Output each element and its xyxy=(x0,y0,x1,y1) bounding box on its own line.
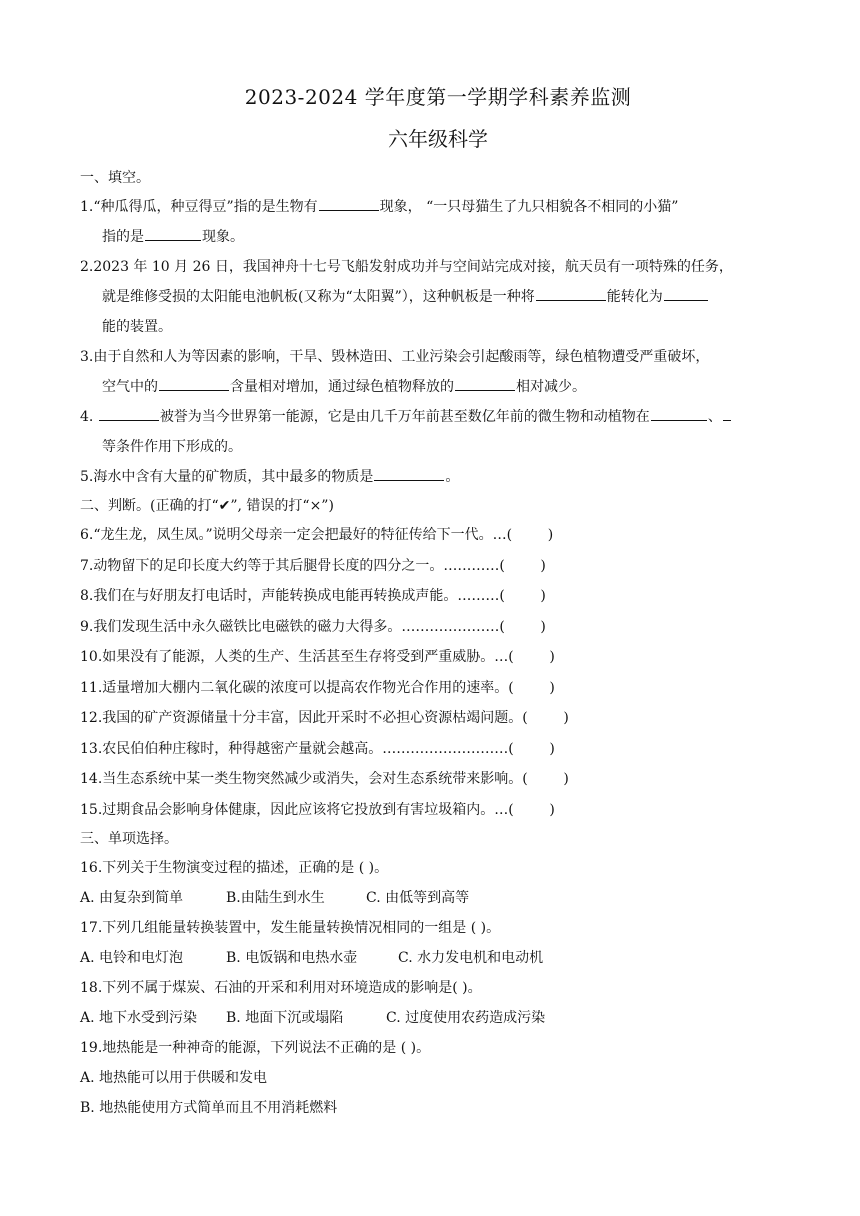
answer-parentheses[interactable]: ( ) xyxy=(508,679,555,696)
judge-question-6 xyxy=(80,520,796,551)
fill-question-5 xyxy=(80,462,796,492)
answer-blank[interactable] xyxy=(664,284,708,301)
question-text: 5.海水中含有大量的矿物质，其中最多的物质是 xyxy=(80,469,374,485)
question-line xyxy=(80,432,796,462)
answer-parentheses[interactable]: ( ) xyxy=(508,649,555,665)
question-text: 6.“龙生龙，凤生凤。”说明父母亲一定会把最好的特征传给下一代。… xyxy=(80,527,507,543)
answer-blank[interactable] xyxy=(651,404,707,421)
question-text: 12.我国的矿产资源储量十分丰富，因此开采时不必担心资源枯竭问题。 xyxy=(80,710,523,726)
question-text: 13.农民伯伯种庄稼时，种得越密产量就会越高。……………………… xyxy=(80,740,509,757)
judge-question-7 xyxy=(80,551,796,582)
judge-question-10 xyxy=(80,642,796,673)
answer-parentheses[interactable]: ( ) xyxy=(499,557,546,574)
question-text: 能的装置。 xyxy=(102,319,172,335)
question-text: 相对减少。 xyxy=(516,379,586,395)
page-subtitle: 六年级科学 xyxy=(388,127,488,151)
choice-question-16-stem: 16.下列关于生物演变过程的描述，正确的是 ( )。 xyxy=(80,860,389,876)
section-choice-heading: 三、单项选择。 xyxy=(80,831,178,847)
judge-question-11 xyxy=(80,673,796,704)
option-c[interactable]: C. 过度使用农药造成污染 xyxy=(386,1010,546,1026)
question-text: 含量相对增加，通过绿色植物释放的 xyxy=(230,379,454,395)
question-text: 空气中的 xyxy=(102,379,158,395)
section-fill-heading: 一、填空。 xyxy=(80,170,150,186)
question-text: 2.2023 年 10 月 26 日，我国神舟十七号飞船发射成功并与空间站完成对接，航天员有一项特殊的任务， xyxy=(80,259,733,275)
choice-question-18-stem: 18.下列不属于煤炭、石油的开采和利用对环境造成的影响是( )。 xyxy=(80,980,482,996)
answer-parentheses[interactable]: ( ) xyxy=(499,588,546,604)
option-a[interactable]: A. 电铃和电灯泡 xyxy=(80,950,184,966)
question-text: 能转化为 xyxy=(606,289,663,305)
question-text: 14.当生态系统中某一类生物突然减少或消失，会对生态系统带来影响。 xyxy=(80,771,523,787)
judge-question-12 xyxy=(80,703,796,734)
judge-question-9 xyxy=(80,612,796,643)
question-text: 11.适量增加大棚内二氧化碳的浓度可以提高农作物光合作用的速率。 xyxy=(80,679,509,696)
question-line xyxy=(80,222,796,252)
answer-parentheses[interactable]: ( ) xyxy=(522,710,569,726)
judge-question-8 xyxy=(80,581,796,612)
choice-question-17-stem: 17.下列几组能量转换装置中，发生能量转换情况相同的一组是 ( )。 xyxy=(80,920,501,936)
question-line xyxy=(80,282,796,312)
question-text: 4. xyxy=(80,409,98,425)
question-line xyxy=(80,372,796,402)
fill-question-1 xyxy=(80,192,796,252)
question-text: 。 xyxy=(445,469,460,485)
choice-question-17-options xyxy=(80,943,796,973)
option-a[interactable]: A. 由复杂到简单 xyxy=(80,890,184,906)
fill-question-4 xyxy=(80,402,796,462)
judge-question-13 xyxy=(80,734,796,765)
answer-parentheses[interactable]: ( ) xyxy=(508,801,555,818)
question-text: 指的是 xyxy=(102,229,144,245)
answer-blank[interactable] xyxy=(723,404,731,421)
question-text: 9.我们发现生活中永久磁铁比电磁铁的磁力大得多。………………… xyxy=(80,618,500,635)
question-text: 被誉为当今世界第一能源，它是由几千万年前甚至数亿年前的微生物和动植物在 xyxy=(159,409,650,425)
option-b[interactable]: B. 地面下沉或塌陷 xyxy=(226,1010,344,1026)
section-judge-heading: 二、判断。(正确的打“✔”, 错误的打“×”) xyxy=(80,498,334,514)
fill-question-2 xyxy=(80,252,796,342)
option-b[interactable]: B. 地热能使用方式简单而且不用消耗燃料 xyxy=(80,1100,338,1116)
choice-question-18-options xyxy=(80,1003,796,1033)
question-text: 现象。 xyxy=(202,229,244,245)
question-text: 1.“种瓜得瓜，种豆得豆”指的是生物有 xyxy=(80,199,318,215)
answer-parentheses[interactable]: ( ) xyxy=(522,771,569,787)
judge-question-14 xyxy=(80,764,796,795)
choice-question-16-options xyxy=(80,883,796,913)
question-text: 15.过期食品会影响身体健康，因此应该将它投放到有害垃圾箱内。… xyxy=(80,801,509,818)
option-a[interactable]: A. 地热能可以用于供暖和发电 xyxy=(80,1070,268,1086)
answer-blank[interactable] xyxy=(374,464,444,481)
answer-blank[interactable] xyxy=(145,224,201,241)
option-b[interactable]: B.由陆生到水生 xyxy=(226,890,325,906)
choice-question-19-stem: 19.地热能是一种神奇的能源，下列说法不正确的是 ( )。 xyxy=(80,1040,431,1056)
fill-question-3 xyxy=(80,342,796,402)
question-text: 3.由于自然和人为等因素的影响，干旱、毁林造田、工业污染会引起酸雨等，绿色植物遭受严重破坏， xyxy=(80,349,710,365)
question-text: 等条件作用下形成的。 xyxy=(102,439,242,455)
option-b[interactable]: B. 电饭锅和电热水壶 xyxy=(226,950,358,966)
option-a[interactable]: A. 地下水受到污染 xyxy=(80,1010,198,1026)
answer-parentheses[interactable]: ( ) xyxy=(506,527,554,543)
page-title: 2023-2024 学年度第一学期学科素养监测 xyxy=(244,85,632,109)
answer-blank[interactable] xyxy=(99,404,159,421)
answer-parentheses[interactable]: ( ) xyxy=(499,618,546,635)
judge-question-15 xyxy=(80,795,796,826)
question-text: 现象， “一只母猫生了九只相貌各不相同的小猫” xyxy=(379,199,679,215)
question-text: 就是维修受损的太阳能电池帆板(又称为“太阳翼”），这种帆板是一种将 xyxy=(102,289,535,305)
question-text: 10.如果没有了能源，人类的生产、生活甚至生存将受到严重威胁。… xyxy=(80,649,509,665)
answer-blank[interactable] xyxy=(536,284,606,301)
answer-blank[interactable] xyxy=(319,194,379,211)
question-text: 7.动物留下的足印长度大约等于其后腿骨长度的四分之一。………… xyxy=(80,557,500,574)
question-text: 、 xyxy=(707,409,722,425)
answer-blank[interactable] xyxy=(455,374,515,391)
question-line xyxy=(80,312,796,342)
option-c[interactable]: C. 由低等到高等 xyxy=(366,890,470,906)
question-text: 8.我们在与好朋友打电话时，声能转换成电能再转换成声能。……… xyxy=(80,588,500,604)
option-c[interactable]: C. 水力发电机和电动机 xyxy=(398,950,544,966)
answer-parentheses[interactable]: ( ) xyxy=(508,740,555,757)
answer-blank[interactable] xyxy=(159,374,229,391)
